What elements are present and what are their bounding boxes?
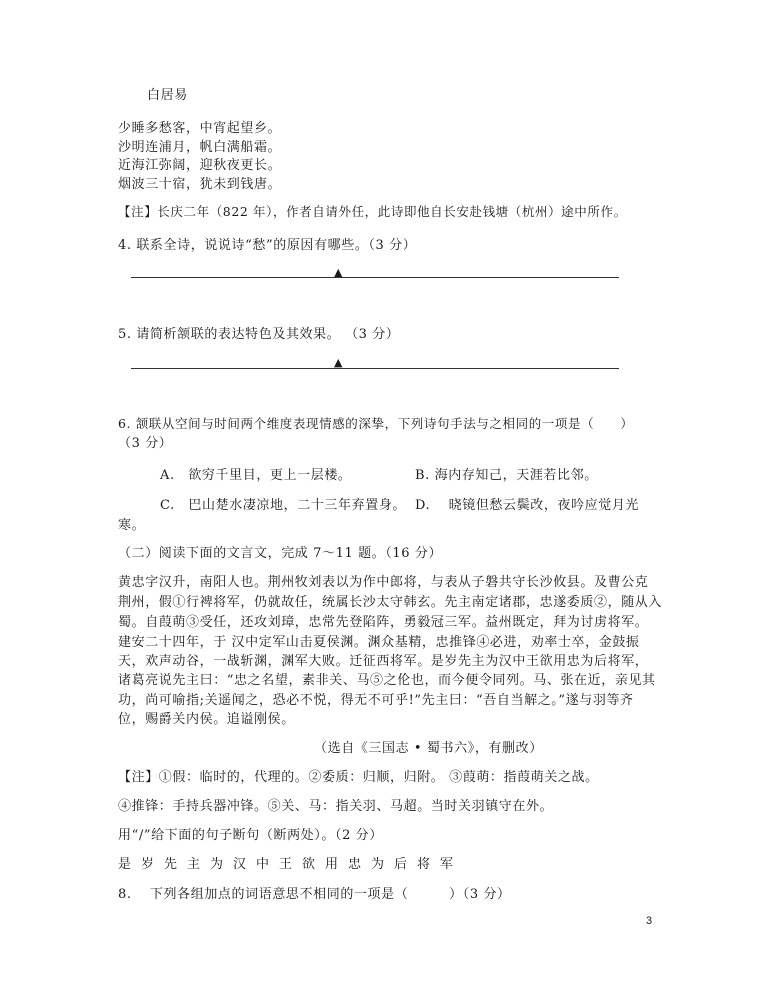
passage-source: （选自《三国志 • 蜀书六》，有删改） (314, 741, 543, 756)
poem-line-1: 少睡多愁客，中宵起望乡。 (118, 121, 282, 136)
question-8: 8. 下列各组加点的词语意思不相同的一项是（ ）（3 分） (118, 887, 511, 902)
question-4: 4. 联系全诗，说说诗“愁”的原因有哪些。（3 分） (118, 238, 417, 253)
poem-line-4: 烟波三十宿，犹未到钱唐。 (118, 177, 282, 192)
question-7-sentence: 是岁先主为汉中王欲用忠为后将军 (118, 857, 464, 872)
page-number: 3 (646, 915, 653, 927)
poem-note: 【注】长庆二年（822 年），作者自请外任，此诗即他自长安赴钱塘（杭州）途中所作。 (118, 204, 627, 219)
passage-line: 黄忠字汉升，南阳人也。荆州牧刘表以为作中郎将，与表从子磐共守长沙攸县。及曹公克 (118, 575, 649, 590)
question-6-score: （3 分） (118, 436, 173, 451)
passage-line: 位，赐爵关内侯。追谥刚侯。 (118, 712, 295, 727)
option-d: D. 晓镜但愁云鬓改，夜吟应觉月光 (415, 498, 640, 513)
poem-line-2: 沙明连浦月，帆白满船霜。 (118, 140, 282, 155)
poem-author: 白居易 (147, 88, 188, 103)
section-2-heading: （二）阅读下面的文言文，完成 7～11 题。（16 分） (118, 546, 443, 561)
option-b: B. 海内存知己，天涯若比邻。 (415, 468, 598, 483)
answer-line (131, 368, 619, 369)
passage-line: 建安二十四年，于 汉中定军山击夏侯渊。渊众基精，忠推锋④必进，劝率士卒，金鼓振 (118, 635, 640, 650)
answer-marker: ▲ (334, 266, 343, 279)
poem-line-3: 近海江弥阔，迎秋夜更长。 (118, 158, 282, 173)
option-d-continued: 寒。 (118, 518, 146, 533)
passage-note-1: 【注】①假：临时的，代理的。②委质：归顺，归附。 ③葭萌：指葭萌关之战。 (118, 770, 599, 785)
passage-line: 功，尚可喻指;关遥闻之，恐必不悦，得无不可乎!”先主曰：“吾自当解之。”遂与羽等齐 (118, 693, 634, 708)
passage-line: 诸葛亮说先主曰：“忠之名望，素非关、马⑤之伦也，而今便令同列。马、张在近，亲见其 (118, 673, 656, 688)
option-a: A. 欲穷千里目，更上一层楼。 (160, 468, 352, 483)
question-5: 5. 请简析颔联的表达特色及其效果。 （3 分） (118, 327, 400, 342)
answer-line (131, 277, 619, 278)
passage-line: 荆州，假①行裨将军，仍就故任，统属长沙太守韩玄。先主南定诸郡，忠遂委质②，随从入 (118, 595, 663, 610)
question-7: 用“/”给下面的句子断句（断两处）。（2 分） (118, 828, 383, 843)
passage-line: 天，欢声动谷，一战斩渊，渊军大败。迁征西将军。是岁先主为汉中王欲用忠为后将军， (118, 654, 649, 669)
passage-line: 蜀。自葭萌③受任，还攻刘璋，忠常先登陷阵，勇毅冠三军。益州既定，拜为讨虏将军。 (118, 615, 649, 630)
passage-note-2: ④推锋：手持兵器冲锋。⑤关、马：指关羽、马超。当时关羽镇守在外。 (118, 799, 554, 814)
answer-marker: ▲ (334, 356, 343, 369)
question-6: 6. 颔联从空间与时间两个维度表现情感的深挚，下列诗句手法与之相同的一项是（ ） (118, 416, 634, 431)
option-c: C. 巴山楚水凄凉地，二十三年弃置身。 (160, 498, 407, 513)
